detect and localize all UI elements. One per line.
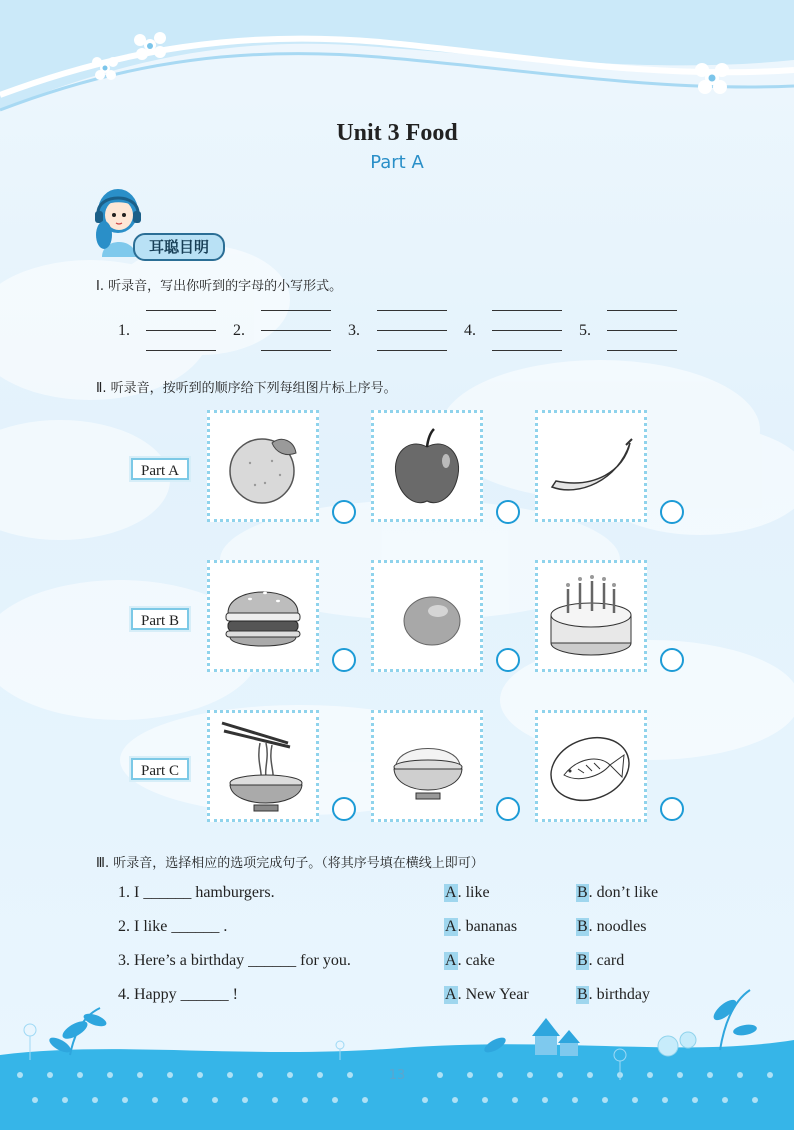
- part-label-c: Part C: [131, 758, 189, 780]
- blank-number: 2.: [233, 322, 245, 339]
- picture-frame-banana: [535, 410, 647, 522]
- part-label-a: Part A: [131, 458, 189, 480]
- blank-number: 5.: [579, 322, 591, 339]
- picture-frame-orange: [207, 410, 319, 522]
- option-b[interactable]: B. noodles: [577, 918, 647, 935]
- option-b[interactable]: B. birthday: [577, 986, 650, 1003]
- picture-frame-hamburger: [207, 560, 319, 672]
- answer-circle[interactable]: [332, 500, 356, 524]
- fish-icon: [538, 713, 644, 819]
- picture-frame-egg: [371, 560, 483, 672]
- picture-frame-apple: [371, 410, 483, 522]
- answer-circle[interactable]: [660, 648, 684, 672]
- house-icon: [532, 1018, 580, 1056]
- part-label-b: Part B: [131, 608, 189, 630]
- picture-frame-rice: [371, 710, 483, 822]
- answer-circle[interactable]: [332, 648, 356, 672]
- picture-frame-cake: [535, 560, 647, 672]
- option-a[interactable]: A. bananas: [445, 918, 518, 935]
- section2-heading: Ⅱ. 听录音，按听到的顺序给下列每组图片标上序号。: [96, 381, 397, 396]
- question-4: 4. Happy ______ !: [118, 986, 238, 1003]
- hamburger-icon: [210, 563, 316, 669]
- leaf-decoration-icon: [47, 996, 758, 1055]
- answer-circle[interactable]: [660, 797, 684, 821]
- option-a[interactable]: A. like: [445, 884, 490, 901]
- question-3: 3. Here’s a birthday ______ for you.: [118, 952, 351, 969]
- option-a[interactable]: A. cake: [445, 952, 495, 969]
- section3-heading: Ⅲ. 听录音，选择相应的选项完成句子。（将其序号填在横线上即可）: [96, 856, 484, 871]
- picture-frame-noodles: [207, 710, 319, 822]
- section1-heading: Ⅰ. 听录音，写出你听到的字母的小写形式。: [96, 279, 343, 294]
- option-b[interactable]: B. don’t like: [577, 884, 659, 901]
- answer-circle[interactable]: [660, 500, 684, 524]
- birthday-cake-icon: [538, 563, 644, 669]
- page-subtitle: Part A: [370, 152, 424, 173]
- banana-icon: [538, 413, 644, 519]
- noodles-icon: [210, 713, 316, 819]
- blank-number: 3.: [348, 322, 360, 339]
- answer-circle[interactable]: [332, 797, 356, 821]
- option-a[interactable]: A. New Year: [445, 986, 529, 1003]
- blank-number: 4.: [464, 322, 476, 339]
- option-b[interactable]: B. card: [577, 952, 625, 969]
- answer-circle[interactable]: [496, 500, 520, 524]
- page-number: 13: [388, 1068, 406, 1083]
- rice-icon: [374, 713, 480, 819]
- answer-circle[interactable]: [496, 797, 520, 821]
- picture-frame-fish: [535, 710, 647, 822]
- orange-icon: [210, 413, 316, 519]
- question-2: 2. I like ______ .: [118, 918, 228, 935]
- question-1: 1. I ______ hamburgers.: [118, 884, 275, 901]
- egg-icon: [374, 563, 480, 669]
- apple-icon: [374, 413, 480, 519]
- answer-circle[interactable]: [496, 648, 520, 672]
- blank-number: 1.: [118, 322, 130, 339]
- section-badge: 耳聪目明: [133, 233, 225, 261]
- page-title: Unit 3 Food: [336, 120, 458, 146]
